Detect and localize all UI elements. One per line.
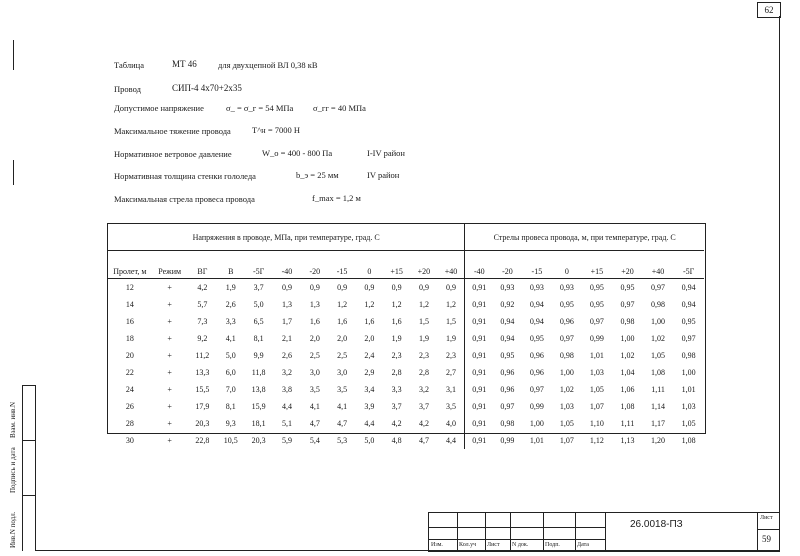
table-row: [108, 330, 704, 347]
cell-sag: 1,11: [651, 385, 665, 394]
cell-stress: 5,0: [225, 351, 236, 360]
side-label-inv-orig: Инв.N подл.: [9, 511, 17, 548]
cell-stress: 2,3: [418, 351, 429, 360]
cell-sag: 1,05: [589, 385, 604, 394]
cell-sag: 0,91: [465, 330, 493, 347]
cell-sag: 1,10: [589, 419, 604, 428]
cell-sag: 0,91: [465, 415, 493, 432]
tension-value: T^н = 7000 Н: [252, 125, 301, 135]
cell-sag: 0,97: [559, 334, 574, 343]
cell-stress: 13,8: [251, 385, 266, 394]
cell-sag: 0,95: [620, 283, 635, 292]
cell-sag: 1,02: [559, 385, 574, 394]
cell-stress: 3,7: [253, 283, 264, 292]
cell-sag: 1,20: [651, 436, 666, 445]
binding-mark-2: [13, 160, 14, 185]
cell-stress: 22,8: [195, 436, 210, 445]
table-row: [108, 415, 704, 432]
cell-sag: 1,00: [620, 334, 635, 343]
cell-stress: 1,2: [445, 300, 456, 309]
cell-stress: 3,7: [391, 402, 402, 411]
group-header-stress: Напряжения в проводе, МПа, при температуре, град. С: [108, 224, 465, 251]
cell-sag: 1,17: [651, 419, 666, 428]
cell-stress: 2,4: [364, 351, 375, 360]
cell-stress: 2,3: [391, 351, 402, 360]
cell-stress: 3,0: [309, 368, 320, 377]
cell-sag: 1,00: [529, 419, 544, 428]
cell-sag: 0,98: [651, 300, 666, 309]
cell-sag: 1,11: [620, 419, 635, 428]
frame-left: [35, 385, 36, 551]
ice-label: Нормативная толщина стенки гололеда: [114, 171, 256, 181]
cell-stress: 4,0: [445, 419, 456, 428]
cell-stress: 0,9: [418, 283, 429, 292]
cell-sag: 0,92: [500, 300, 515, 309]
title-block-col-label: N док.: [512, 542, 529, 548]
frame-side-div1: [22, 440, 36, 441]
wire-value: СИП-4 4х70+2х35: [172, 83, 242, 93]
cell-stress: 1,2: [391, 300, 402, 309]
cell-mode: +: [167, 436, 172, 445]
cell-stress: 2,0: [309, 334, 320, 343]
cell-stress: 15,9: [251, 402, 266, 411]
binding-mark-1: [13, 40, 14, 70]
cell-stress: 2,9: [364, 368, 375, 377]
col-header-stress: +20: [410, 251, 437, 279]
cell-sag: 0,95: [681, 317, 696, 326]
cell-span: 26: [125, 402, 134, 411]
cell-stress: 8,1: [253, 334, 264, 343]
cell-sag: 0,95: [589, 283, 604, 292]
frame-side-div2: [22, 495, 36, 496]
cell-stress: 20,3: [195, 419, 210, 428]
cell-stress: 5,0: [253, 300, 264, 309]
sag-value: f_max = 1,2 м: [312, 193, 361, 203]
cell-stress: 4,2: [197, 283, 208, 292]
cell-sag: 1,02: [620, 351, 635, 360]
cell-sag: 0,98: [500, 419, 515, 428]
cell-stress: 2,7: [445, 368, 456, 377]
cell-mode: +: [167, 300, 172, 309]
cell-stress: 1,2: [418, 300, 429, 309]
cell-stress: 4,7: [309, 419, 320, 428]
cell-stress: 1,2: [364, 300, 375, 309]
cell-span: 14: [125, 300, 134, 309]
cell-sag: 0,91: [465, 364, 493, 381]
cell-stress: 0,9: [309, 283, 320, 292]
cell-span: 22: [125, 368, 134, 377]
wire-label: Провод: [114, 84, 141, 94]
col-header-span: Пролет, м: [108, 251, 152, 279]
cell-stress: 1,2: [337, 300, 348, 309]
cell-stress: 3,3: [391, 385, 402, 394]
cell-sag: 0,97: [589, 317, 604, 326]
col-header-stress: -20: [301, 251, 328, 279]
table-code: МТ 46: [172, 59, 197, 69]
cell-stress: 0,9: [281, 283, 292, 292]
title-block-col-label: Лист: [487, 542, 500, 548]
cell-sag: 1,03: [589, 368, 604, 377]
cell-stress: 2,8: [418, 368, 429, 377]
cell-sag: 1,02: [651, 334, 666, 343]
page-number: 62: [757, 2, 781, 18]
cell-stress: 5,9: [281, 436, 292, 445]
cell-stress: 3,3: [225, 317, 236, 326]
cell-sag: 0,97: [681, 334, 696, 343]
tension-label: Максимальное тяжение провода: [114, 126, 231, 136]
frame-side-top: [22, 385, 36, 386]
sag-label: Максимальная стрела провеса провода: [114, 194, 255, 204]
cell-stress: 3,2: [418, 385, 429, 394]
cell-stress: 2,0: [337, 334, 348, 343]
cell-mode: +: [167, 368, 172, 377]
cell-stress: 4,4: [445, 436, 456, 445]
cell-stress: 0,9: [364, 283, 375, 292]
table-row: [108, 364, 704, 381]
col-header-sag: -20: [493, 251, 521, 279]
cell-stress: 10,5: [223, 436, 238, 445]
table-row: [108, 432, 704, 449]
cell-sag: 1,05: [559, 419, 574, 428]
cell-stress: 3,2: [281, 368, 292, 377]
cell-stress: 2,3: [445, 351, 456, 360]
cell-sag: 1,00: [681, 368, 696, 377]
cell-sag: 0,94: [500, 317, 515, 326]
cell-sag: 0,91: [465, 313, 493, 330]
cell-stress: 5,1: [281, 419, 292, 428]
col-header-sag: +20: [612, 251, 643, 279]
cell-sag: 1,08: [620, 402, 635, 411]
cell-stress: 1,3: [309, 300, 320, 309]
table-desc: для двухцепной ВЛ 0,38 кВ: [218, 60, 318, 70]
col-header-stress: +15: [383, 251, 410, 279]
col-header-stress: 0: [356, 251, 383, 279]
cell-sag: 0,95: [559, 300, 574, 309]
cell-stress: 1,7: [281, 317, 292, 326]
cell-stress: 1,9: [225, 283, 236, 292]
wind-label: Нормативное ветровое давление: [114, 149, 232, 159]
group-header-sag: Стрелы провеса провода, м, при температуре, град. С: [465, 224, 704, 251]
cell-stress: 1,6: [364, 317, 375, 326]
col-header-stress: В: [217, 251, 244, 279]
cell-sag: 1,07: [559, 436, 574, 445]
cell-sag: 0,91: [465, 279, 493, 297]
cell-sag: 1,13: [620, 436, 635, 445]
cell-stress: 4,1: [337, 402, 348, 411]
cell-stress: 1,6: [309, 317, 320, 326]
cell-stress: 1,9: [391, 334, 402, 343]
cell-mode: +: [167, 351, 172, 360]
title-block: [428, 512, 780, 552]
col-header-sag: -15: [522, 251, 553, 279]
col-header-sag: -5Г: [673, 251, 704, 279]
cell-span: 18: [125, 334, 134, 343]
cell-sag: 1,06: [620, 385, 635, 394]
cell-sag: 0,99: [529, 402, 544, 411]
cell-stress: 0,9: [445, 283, 456, 292]
cell-span: 28: [125, 419, 134, 428]
cell-stress: 4,7: [418, 436, 429, 445]
cell-stress: 1,6: [337, 317, 348, 326]
cell-sag: 1,03: [559, 402, 574, 411]
frame-left-inner: [22, 385, 23, 551]
stress-value-1: σ_ = σ_г = 54 МПа: [226, 103, 294, 113]
cell-sag: 1,01: [529, 436, 544, 445]
cell-stress: 3,7: [418, 402, 429, 411]
cell-span: 20: [125, 351, 134, 360]
cell-span: 24: [125, 385, 134, 394]
cell-sag: 0,91: [465, 296, 493, 313]
col-header-stress: -15: [328, 251, 355, 279]
cell-stress: 4,1: [225, 334, 236, 343]
table-row: [108, 296, 704, 313]
cell-stress: 1,6: [391, 317, 402, 326]
cell-stress: 9,9: [253, 351, 264, 360]
cell-stress: 15,5: [195, 385, 210, 394]
frame-right: [779, 16, 780, 552]
cell-sag: 1,08: [681, 436, 696, 445]
cell-sag: 1,07: [589, 402, 604, 411]
cell-sag: 1,04: [620, 368, 635, 377]
title-block-col-label: Изм.: [431, 542, 443, 548]
cell-stress: 4,2: [391, 419, 402, 428]
cell-stress: 0,9: [337, 283, 348, 292]
cell-mode: +: [167, 317, 172, 326]
cell-stress: 2,6: [281, 351, 292, 360]
side-label-replace-inv: Взам. инв.N: [9, 401, 17, 438]
cell-sag: 0,95: [589, 300, 604, 309]
cell-stress: 3,4: [364, 385, 375, 394]
cell-stress: 5,7: [197, 300, 208, 309]
cell-sag: 0,96: [529, 351, 544, 360]
cell-stress: 4,2: [418, 419, 429, 428]
cell-span: 12: [125, 283, 134, 292]
col-header-sag: +15: [582, 251, 613, 279]
cell-sag: 1,00: [651, 317, 666, 326]
cell-stress: 0,9: [391, 283, 402, 292]
cell-mode: +: [167, 334, 172, 343]
cell-span: 30: [125, 436, 134, 445]
cell-stress: 2,0: [364, 334, 375, 343]
col-header-stress: -5Г: [244, 251, 272, 279]
cell-stress: 3,0: [337, 368, 348, 377]
cell-sag: 0,96: [500, 368, 515, 377]
title-block-col-label: Подп.: [545, 542, 560, 548]
cell-sag: 0,98: [620, 317, 635, 326]
cell-sag: 1,14: [651, 402, 666, 411]
cell-stress: 2,8: [391, 368, 402, 377]
wind-value: W_о = 400 - 800 Па: [262, 148, 333, 158]
cell-sag: 0,91: [465, 398, 493, 415]
cell-sag: 0,91: [465, 381, 493, 398]
cell-stress: 4,4: [364, 419, 375, 428]
cell-sag: 0,96: [500, 385, 515, 394]
cell-sag: 0,93: [500, 283, 515, 292]
cell-stress: 2,5: [337, 351, 348, 360]
cell-stress: 9,2: [197, 334, 208, 343]
cell-stress: 7,3: [197, 317, 208, 326]
cell-mode: +: [167, 419, 172, 428]
cell-sag: 0,96: [529, 368, 544, 377]
sheet-label: Лист: [760, 515, 773, 521]
cell-sag: 1,08: [651, 368, 666, 377]
cell-sag: 1,03: [681, 402, 696, 411]
cell-stress: 6,0: [225, 368, 236, 377]
cell-stress: 3,5: [309, 385, 320, 394]
cell-stress: 2,6: [225, 300, 236, 309]
data-table: [108, 224, 704, 449]
title-block-col-label: Дата: [577, 542, 589, 548]
cell-stress: 4,1: [309, 402, 320, 411]
cell-sag: 0,97: [529, 385, 544, 394]
wind-region: I-IV район: [367, 148, 405, 158]
cell-sag: 0,94: [529, 317, 544, 326]
cell-sag: 0,95: [500, 351, 515, 360]
cell-stress: 11,8: [251, 368, 266, 377]
cell-stress: 1,5: [418, 317, 429, 326]
cell-stress: 3,8: [281, 385, 292, 394]
cell-stress: 2,5: [309, 351, 320, 360]
cell-span: 16: [125, 317, 134, 326]
cell-stress: 1,3: [281, 300, 292, 309]
col-header-sag: +40: [643, 251, 674, 279]
stress-value-2: σ_гг = 40 МПа: [313, 103, 366, 113]
col-header-mode: Режим: [152, 251, 188, 279]
cell-stress: 5,3: [337, 436, 348, 445]
cell-stress: 1,9: [418, 334, 429, 343]
cell-stress: 5,4: [309, 436, 320, 445]
cell-stress: 1,9: [445, 334, 456, 343]
cell-sag: 0,98: [559, 351, 574, 360]
cell-sag: 0,97: [620, 300, 635, 309]
cell-sag: 1,01: [681, 385, 696, 394]
cell-stress: 7,0: [225, 385, 236, 394]
cell-sag: 1,05: [681, 419, 696, 428]
cell-sag: 0,98: [681, 351, 696, 360]
ice-value: b_э = 25 мм: [296, 170, 339, 180]
cell-stress: 17,9: [195, 402, 210, 411]
cell-stress: 6,5: [253, 317, 264, 326]
cell-stress: 20,3: [251, 436, 266, 445]
table-row: [108, 347, 704, 364]
sheet-value: 59: [762, 534, 771, 544]
title-block-col-label: Кол.уч: [459, 542, 477, 548]
cell-sag: 0,91: [465, 347, 493, 364]
cell-stress: 4,7: [337, 419, 348, 428]
table-row: [108, 381, 704, 398]
col-header-sag: -40: [465, 251, 493, 279]
col-header-sag: 0: [552, 251, 581, 279]
cell-sag: 0,97: [651, 283, 666, 292]
cell-stress: 11,2: [195, 351, 210, 360]
cell-sag: 0,99: [589, 334, 604, 343]
cell-stress: 3,5: [337, 385, 348, 394]
document-code: 26.0018-ПЗ: [630, 519, 683, 530]
cell-sag: 0,93: [559, 283, 574, 292]
table-row: [108, 313, 704, 330]
cell-stress: 1,5: [445, 317, 456, 326]
table-row: [108, 279, 704, 297]
cell-stress: 8,1: [225, 402, 236, 411]
cell-sag: 0,91: [465, 432, 493, 449]
cell-stress: 5,0: [364, 436, 375, 445]
cell-sag: 0,94: [681, 300, 696, 309]
cell-mode: +: [167, 283, 172, 292]
ice-region: IV район: [367, 170, 400, 180]
cell-stress: 2,1: [281, 334, 292, 343]
cell-mode: +: [167, 402, 172, 411]
side-label-sign-date: Подпись и дата: [9, 447, 17, 493]
cell-sag: 0,93: [529, 283, 544, 292]
cell-stress: 9,3: [225, 419, 236, 428]
cell-sag: 0,95: [529, 334, 544, 343]
cell-mode: +: [167, 385, 172, 394]
cell-sag: 0,96: [559, 317, 574, 326]
col-header-stress: -40: [273, 251, 301, 279]
stress-label: Допустимое напряжение: [114, 103, 204, 113]
table-row: [108, 398, 704, 415]
cell-sag: 0,97: [500, 402, 515, 411]
cell-stress: 3,1: [445, 385, 456, 394]
cell-stress: 13,3: [195, 368, 210, 377]
cell-stress: 3,5: [445, 402, 456, 411]
col-header-stress: ВГ: [188, 251, 217, 279]
cell-sag: 1,00: [559, 368, 574, 377]
col-header-stress: +40: [438, 251, 465, 279]
cell-sag: 1,12: [589, 436, 604, 445]
cell-sag: 0,99: [500, 436, 515, 445]
cell-sag: 1,01: [589, 351, 604, 360]
cell-stress: 3,9: [364, 402, 375, 411]
cell-stress: 4,4: [281, 402, 292, 411]
cell-sag: 1,05: [651, 351, 666, 360]
cell-sag: 0,94: [529, 300, 544, 309]
cell-stress: 18,1: [251, 419, 266, 428]
table-label: Таблица: [114, 60, 144, 70]
cell-stress: 4,8: [391, 436, 402, 445]
cell-sag: 0,94: [681, 283, 696, 292]
cell-sag: 0,94: [500, 334, 515, 343]
